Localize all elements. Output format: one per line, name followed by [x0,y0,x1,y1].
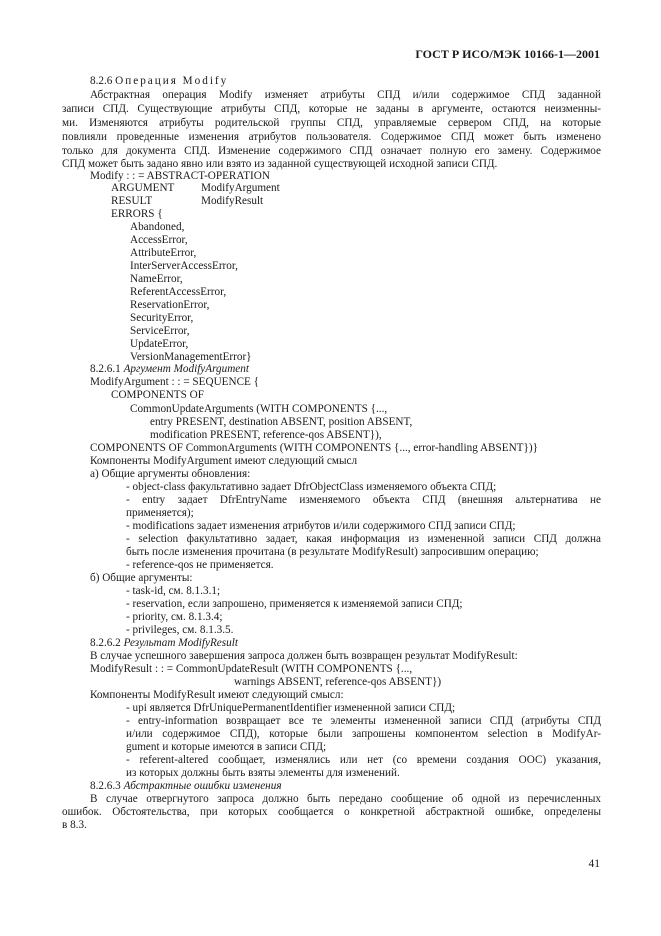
list-item: - entry задает DfrEntryName изменяемого объекта СПД (внешняя альтернатива не [126,494,601,506]
para-line: только для документа СПД. Изменение содержимого СПД означает полную его замену. Содержимое [62,145,601,157]
error-item: UpdateError, [130,338,189,350]
list-item: - reference-qos не применяется. [126,559,274,571]
error-item: ReferentAccessError, [130,286,227,298]
section-title: Абстрактные ошибки изменения [123,780,282,792]
list-item-cont: и/или содержимое СПД), которые были запрошены компонентом selection в ModifyAr- [126,728,601,740]
code-keyword: RESULT [111,195,153,207]
code-line: warnings ABSENT, reference-qos ABSENT}) [234,676,442,688]
list-item: - task-id, см. 8.1.3.1; [126,585,221,597]
list-item-cont: применяется); [126,507,194,519]
code-line: ModifyArgument : : = SEQUENCE { [90,376,260,388]
code-line: COMPONENTS OF [111,389,204,401]
section-title: Операция Modify [115,75,229,87]
section-title: Результат ModifyResult [123,637,238,649]
code-line: entry PRESENT, destination ABSENT, position ABSENT, [150,416,413,428]
code-keyword: ERRORS { [111,208,163,220]
list-item: - selection факультативно задает, какая информация из измененной записи СПД должна [126,533,601,545]
list-item: - upi является DfrUniquePermanentIdentifier измененной записи СПД; [126,702,456,714]
para-line: ми. Изменяются атрибуты родительской группы СПД, управляемые сервером СПД, на которые [62,117,601,129]
list-item-cont: из которых должны быть взяты элементы для изменений. [126,767,400,779]
list-item: - entry-information возвращает все те элементы измененной записи СПД (атрибуты СПД [126,715,601,727]
para-line: В случае отвергнутого запроса должно быть передано сообщение об одной из перечисленных [90,793,601,805]
code-keyword: ARGUMENT [111,182,175,194]
code-value: ModifyResult [201,195,264,207]
para-line: Абстрактная операция Modify изменяет атрибуты СПД и/или содержимое СПД заданной [90,89,601,101]
section-826-heading [90,75,228,88]
list-item: - priority, см. 8.1.3.4; [126,611,223,623]
code-line: Modify : : = ABSTRACT-OPERATION [90,170,270,182]
list-item: - modifications задает изменения атрибутов и/или содержимого СПД записи СПД; [126,520,516,532]
para-line: записи СПД. Существующие атрибуты СПД, которые не заданы в аргументе, остаются неизменны- [62,103,601,115]
section-8261-heading [90,363,249,376]
section-title: Аргумент ModifyArgument [123,363,249,375]
code-value: ModifyArgument [201,182,280,194]
para-line: ошибок. Обстоятельства, при которых сообщается о конкретной абстрактной ошибке, определены [62,806,601,818]
error-item: ReservationError, [130,299,210,311]
error-item: InterServerAccessError, [130,260,238,272]
code-line: CommonUpdateArguments (WITH COMPONENTS {..., [130,403,388,415]
section-8262-heading [90,637,238,650]
text-line: В случае успешного завершения запроса должен быть возвращен результат ModifyResult: [90,650,518,662]
code-line: COMPONENTS OF CommonArguments (WITH COMPONENTS {..., error-handling ABSENT})} [90,442,538,454]
error-item: NameError, [130,273,183,285]
code-line: modification PRESENT, reference-qos ABSENT}), [150,429,382,441]
error-item: VersionManagementError} [130,351,252,363]
para-line: в 8.3. [62,819,87,831]
list-label: а) Общие аргументы обновления: [90,468,251,480]
para-line: СПД может быть задано явно или взято из заданной существующей исходной записи СПД. [62,158,498,170]
section-8263-heading [90,780,282,793]
text-line: Компоненты ModifyArgument имеют следующий смысл [90,455,358,467]
error-item: AttributeError, [130,247,197,259]
list-item: - object-class факультативно задает DfrObjectClass изменяемого объекта СПД; [126,481,497,493]
error-item: AccessError, [130,234,188,246]
text-line: Компоненты ModifyResult имеют следующий смысл: [90,689,344,701]
standard-header: ГОСТ Р ИСО/МЭК 10166-1—2001 [415,47,600,61]
list-item-cont: быть после изменения прочитана (в результате ModifyResult) запросившим операцию; [126,546,539,558]
para-line: повлияли проведенные изменения атрибутов пользователя. Содержимое СПД может быть изменено [62,131,601,143]
list-item: - reservation, если запрошено, применяется к изменяемой записи СПД; [126,598,463,610]
list-item-cont: gument и которые имеются в записи СПД; [126,741,327,753]
section-number: 8.2.6 [90,75,113,87]
error-item: ServiceError, [130,325,190,337]
error-item: Abandoned, [130,221,185,233]
section-number: 8.2.6.1 [90,363,121,375]
page-number: 41 [588,858,600,870]
error-item: SecurityError, [130,312,194,324]
section-number: 8.2.6.3 [90,780,121,792]
list-item: - referent-altered сообщает, изменялись или нет (со времени создания ООС) указания, [126,754,601,766]
code-line: ModifyResult : : = CommonUpdateResult (WITH COMPONENTS {..., [90,663,413,675]
list-item: - privileges, см. 8.1.3.5. [126,624,234,636]
section-number: 8.2.6.2 [90,637,121,649]
list-label: б) Общие аргументы: [90,572,193,584]
